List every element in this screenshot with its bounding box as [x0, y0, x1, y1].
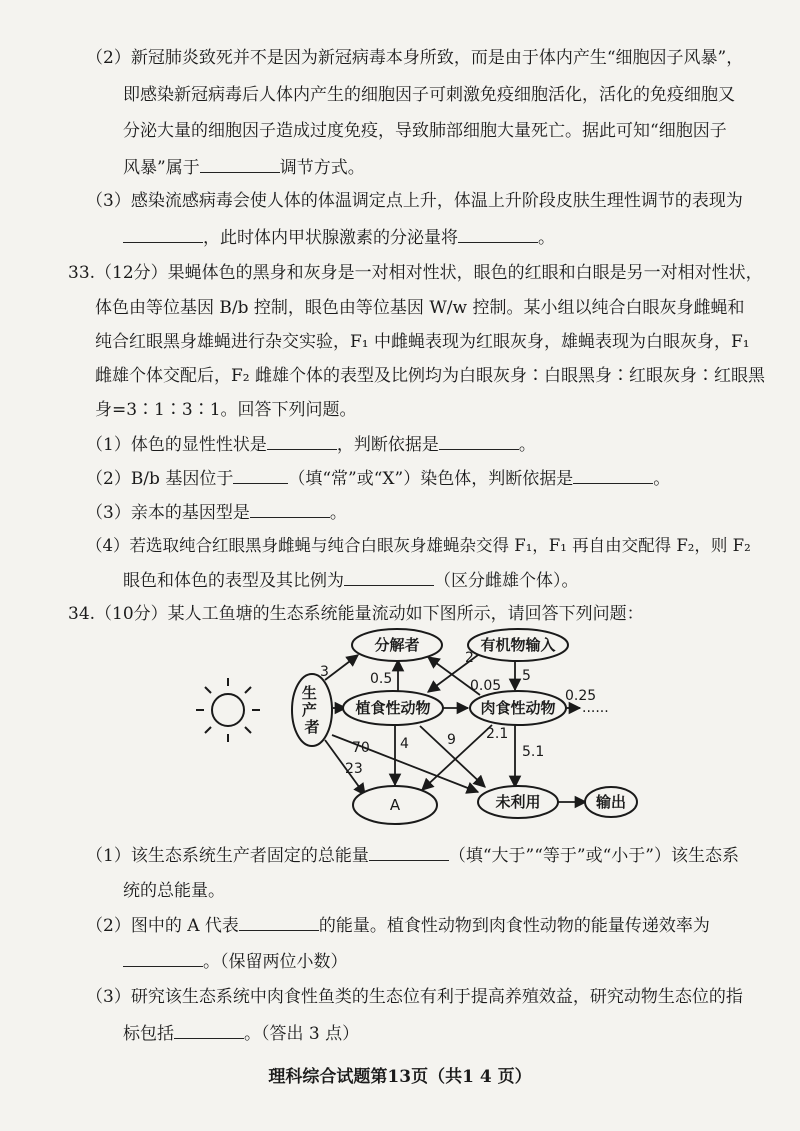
q33-stem-line2: 体色由等位基因 B/b 控制，眼色由等位基因 W/w 控制。某小组以纯合白眼灰身雌蝇和 — [95, 298, 745, 318]
answer-blank[interactable] — [123, 950, 203, 967]
q34-sub1-text-a: （1）该生态系统生产者固定的总能量 — [86, 846, 369, 866]
q33-sub4-text-a: 眼色和体色的表型及其比例为 — [123, 571, 344, 591]
q34-sub3-text-c: 。（答出 3 点） — [244, 1024, 360, 1044]
producer-label — [302, 684, 322, 736]
q32-part2-line1: （2）新冠肺炎致死并不是因为新冠病毒本身所致，而是由于体内产生“细胞因子风暴”， — [86, 48, 744, 68]
q33-stem-line3: 纯合红眼黑身雄蝇进行杂交实验，F₁ 中雌蝇表现为红眼灰身，雄蝇表现为白眼灰身，F₁ — [95, 332, 750, 352]
flow-carnivore-to-A — [422, 725, 492, 790]
q33-sub4-line1: （4）若选取纯合红眼黑身雌蝇与纯合白眼灰身雄蝇杂交得 F₁，F₁ 再自由交配得 F₂，则 F₂ — [86, 536, 751, 555]
producer-char-2: 产 — [301, 701, 317, 719]
value-3: 3 — [320, 664, 329, 680]
value-4: 4 — [400, 736, 409, 752]
value-2.1: 2.1 — [486, 726, 509, 742]
herbivore-label: 植食性动物 — [355, 699, 431, 717]
q32-part3-text-b: 。 — [538, 228, 555, 248]
q33-sub2-text-b: （填“常”或“X”）染色体，判断依据是 — [288, 469, 574, 489]
q33-sub2-text-a: （2）B/b 基因位于 — [86, 469, 234, 489]
value-70: 70 — [352, 740, 370, 756]
value-0.5: 0.5 — [370, 671, 393, 687]
answer-blank[interactable] — [174, 1022, 244, 1039]
page-footer: 理科综合试题第13页（共1 4 页） — [268, 1067, 532, 1087]
q32-part2-text-a: 风暴”属于 — [123, 158, 200, 178]
organic-input-label: 有机物输入 — [480, 636, 556, 654]
q33-sub1-text-b: ，判断依据是 — [336, 435, 439, 455]
q33-sub1-text-a: （1）体色的显性性状是 — [86, 435, 267, 455]
value-9: 9 — [447, 732, 456, 748]
output-label: 输出 — [595, 793, 627, 811]
producer-char-3: 者 — [304, 718, 320, 736]
q34-sub3-line2 — [123, 1022, 359, 1045]
q34-sub3-text-b: 标包括 — [123, 1024, 174, 1044]
value-5.1: 5.1 — [522, 744, 545, 760]
q34-stem: 34.（10分）某人工鱼塘的生态系统能量流动如下图所示，请回答下列问题： — [68, 604, 644, 624]
q32-part3-line1: （3）感染流感病毒会使人体的体温调定点上升，体温上升阶段皮肤生理性调节的表现为 — [86, 191, 743, 211]
q34-sub2-text-b: 的能量。植食性动物到肉食性动物的能量传递效率为 — [318, 916, 710, 936]
value-2: 2 — [465, 650, 474, 666]
carnivore-label: 肉食性动物 — [480, 699, 556, 717]
q34-sub2-text-a: （2）图中的 A 代表 — [86, 916, 239, 936]
q33-stem-line1: 33.（12分）果蝇体色的黑身和灰身是一对相对性状，眼色的红眼和白眼是另一对相对性状， — [68, 263, 763, 283]
q32-part2-text-b: 调节方式。 — [279, 158, 365, 178]
q33-sub3-text-a: （3）亲本的基因型是 — [86, 503, 250, 523]
q32-part3-text-a: ，此时体内甲状腺激素的分泌量将 — [203, 228, 458, 248]
q33-sub2-text-c: 。 — [653, 469, 671, 489]
value-23: 23 — [345, 761, 363, 777]
q34-sub1-line2: 统的总能量。 — [123, 881, 225, 901]
q34-sub2-line2 — [123, 950, 348, 973]
producer-char-1: 生 — [301, 684, 317, 702]
q33-sub1-text-c: 。 — [518, 435, 536, 455]
q33-stem-line5: 身=3∶1∶3∶1。回答下列问题。 — [95, 400, 357, 420]
value-dots: ...... — [582, 700, 609, 716]
flow-producer-to-decomposer — [325, 655, 358, 680]
value-0.05: 0.05 — [470, 678, 502, 694]
q34-sub2-text-c: 。（保留两位小数） — [203, 952, 348, 972]
sun-icon — [196, 678, 260, 742]
unused-label: 未利用 — [495, 793, 541, 811]
q34-sub1-line1 — [86, 844, 739, 867]
q34-sub3-line1: （3）研究该生态系统中肉食性鱼类的生态位有利于提高养殖效益，研究动物生态位的指 — [86, 987, 743, 1007]
q32-part2-line2: 即感染新冠病毒后人体内产生的细胞因子可刺激免疫细胞活化，活化的免疫细胞又 — [123, 85, 735, 105]
q33-sub4-text-b: （区分雌雄个体）。 — [434, 571, 579, 591]
value-5: 5 — [522, 668, 531, 684]
answer-blank[interactable] — [239, 914, 319, 931]
decomposer-label: 分解者 — [374, 636, 420, 654]
A-label: A — [389, 796, 401, 814]
value-0.25: 0.25 — [565, 688, 597, 704]
q32-part2-line3: 分泌大量的细胞因子造成过度免疫，导致肺部细胞大量死亡。据此可知“细胞因子 — [123, 121, 727, 141]
q33-sub3-text-b: 。 — [329, 503, 347, 523]
q34-sub1-text-b: （填“大于”“等于”或“小于”）该生态系 — [448, 846, 739, 866]
answer-blank[interactable] — [369, 844, 449, 861]
q34-sub2-line1 — [86, 914, 710, 937]
q33-stem-line4: 雌雄个体交配后，F₂ 雌雄个体的表型及比例均为白眼灰身∶白眼黑身∶红眼灰身∶红眼黑 — [95, 366, 766, 386]
